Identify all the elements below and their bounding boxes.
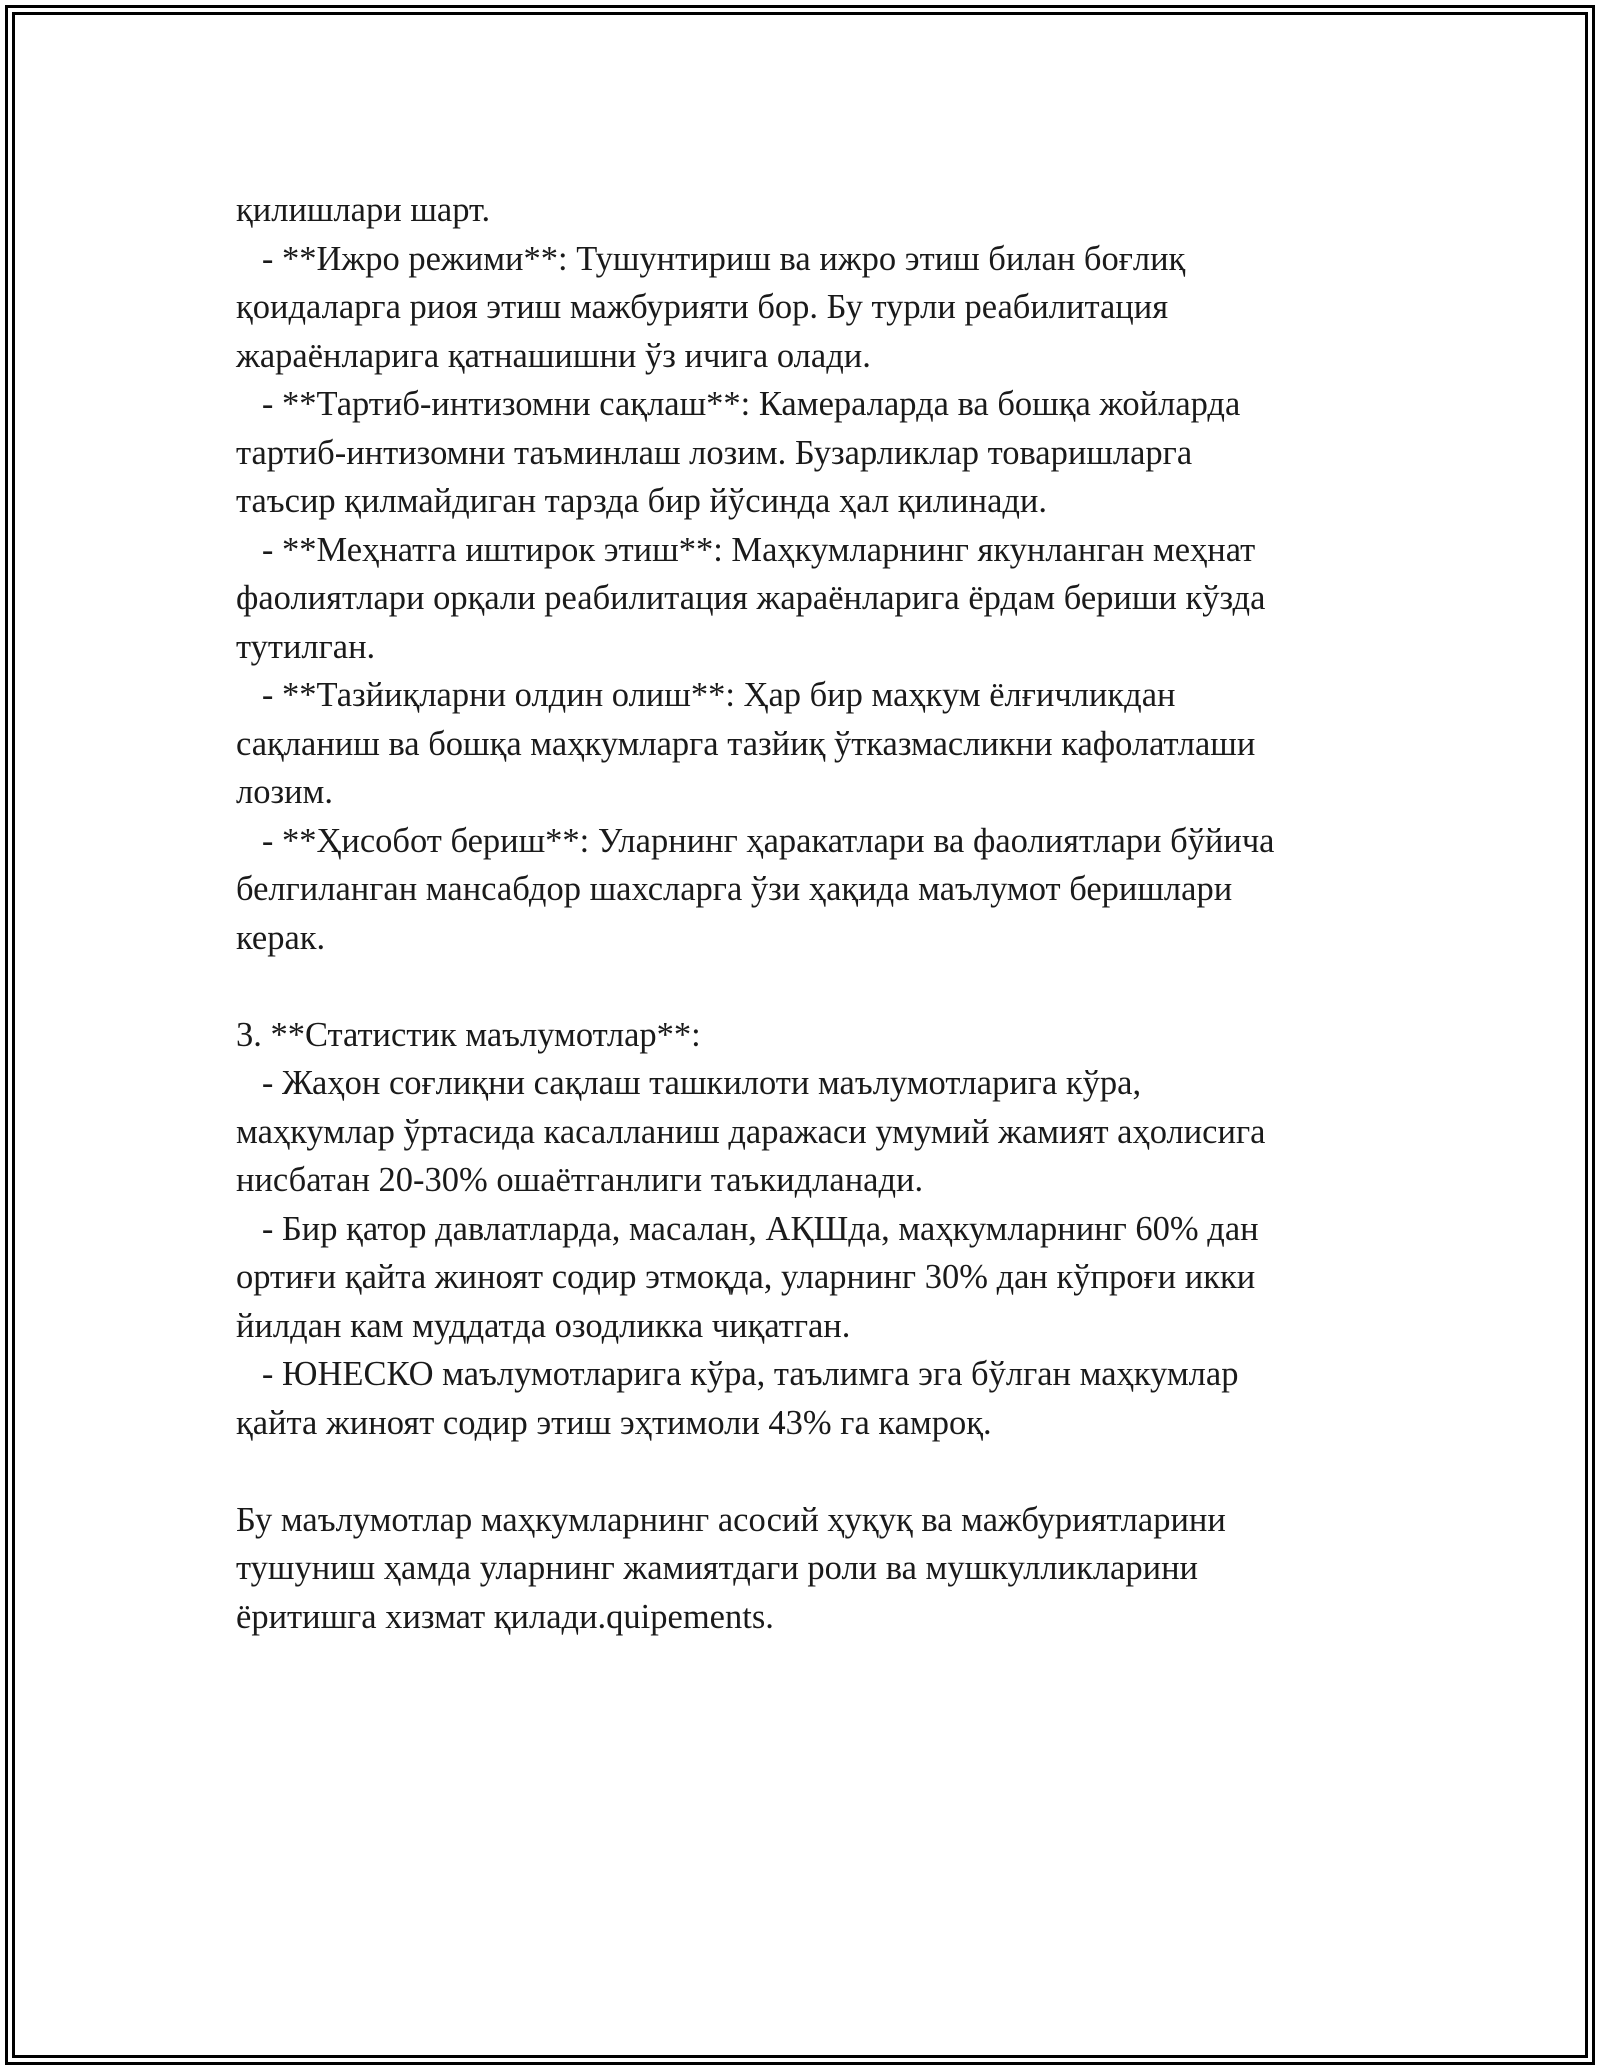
text-line: - **Ижро режими**: Тушунтириш ва ижро этиш билан боғлиқ xyxy=(236,239,1186,278)
text-line: тартиб-интизомни таъминлаш лозим. Бузарликлар товаришларга xyxy=(236,433,1193,472)
text-line: лозим. xyxy=(236,773,334,811)
text-line: маҳкумлар ўртасида касалланиш даражаси умумий жамият аҳолисига xyxy=(236,1112,1266,1151)
text-line: - **Тазйиқларни олдин олиш**: Ҳар бир маҳкум ёлғичликдан xyxy=(236,676,1176,714)
text-line: Бу маълумотлар маҳкумларнинг асосий ҳуқуқ ва мажбуриятларини xyxy=(236,1500,1226,1539)
text-line: таъсир қилмайдиган тарзда бир йўсинда ҳал қилинади. xyxy=(236,482,1048,520)
text-line: тутилган. xyxy=(236,627,376,666)
text-line: - ЮНЕСКО маълумотларига кўра, таълимга эга бўлган маҳкумлар xyxy=(236,1355,1239,1393)
text-line: - Жаҳон соғлиқни сақлаш ташкилоти маълумотларига кўра, xyxy=(236,1064,1142,1102)
blank-line xyxy=(236,962,1386,1011)
text-line: 3. **Статистик маълумотлар**: xyxy=(236,1015,701,1054)
text-line: - Бир қатор давлатларда, масалан, АҚШда, маҳкумларнинг 60% дан xyxy=(236,1209,1259,1248)
text-line: жараёнларига қатнашишни ўз ичига олади. xyxy=(236,336,871,375)
text-line: қайта жиноят содир этиш эҳтимоли 43% га камроқ. xyxy=(236,1403,992,1442)
text-line: тушуниш ҳамда уларнинг жамиятдаги роли ва мушкулликларини xyxy=(236,1549,1199,1587)
text-line: керак. xyxy=(236,918,326,957)
text-line: - **Ҳисобот бериш**: Уларнинг ҳаракатлари ва фаолиятлари бўйича xyxy=(236,821,1275,860)
text-line: ортиғи қайта жиноят содир этмоқда, уларнинг 30% дан кўпроғи икки xyxy=(236,1258,1256,1296)
text-line: қилишлари шарт. xyxy=(236,191,491,229)
blank-line xyxy=(236,1447,1386,1496)
text-line: - **Тартиб-интизомни сақлаш**: Камераларда ва бошқа жойларда xyxy=(236,385,1241,423)
text-line: белгиланган мансабдор шахсларга ўзи ҳақида маълумот беришлари xyxy=(236,870,1233,908)
text-line: қоидаларга риоя этиш мажбурияти бор. Бу турли реабилитация xyxy=(236,288,1169,326)
text-line: нисбатан 20-30% ошаётганлиги таъкидланади. xyxy=(236,1161,924,1199)
text-line: - **Меҳнатга иштирок этиш**: Маҳкумларнинг якунланган меҳнат xyxy=(236,530,1256,569)
text-line: сақланиш ва бошқа маҳкумларга тазйиқ ўтказмасликни кафолатлаши xyxy=(236,724,1256,763)
document-body xyxy=(236,186,1386,1641)
text-line: ёритишга хизмат қилади.quipements. xyxy=(236,1597,774,1636)
text-line: йилдан кам муддатда озодликка чиқатган. xyxy=(236,1306,851,1345)
text-line: фаолиятлари орқали реабилитация жараёнларига ёрдам бериши кўзда xyxy=(236,579,1266,617)
